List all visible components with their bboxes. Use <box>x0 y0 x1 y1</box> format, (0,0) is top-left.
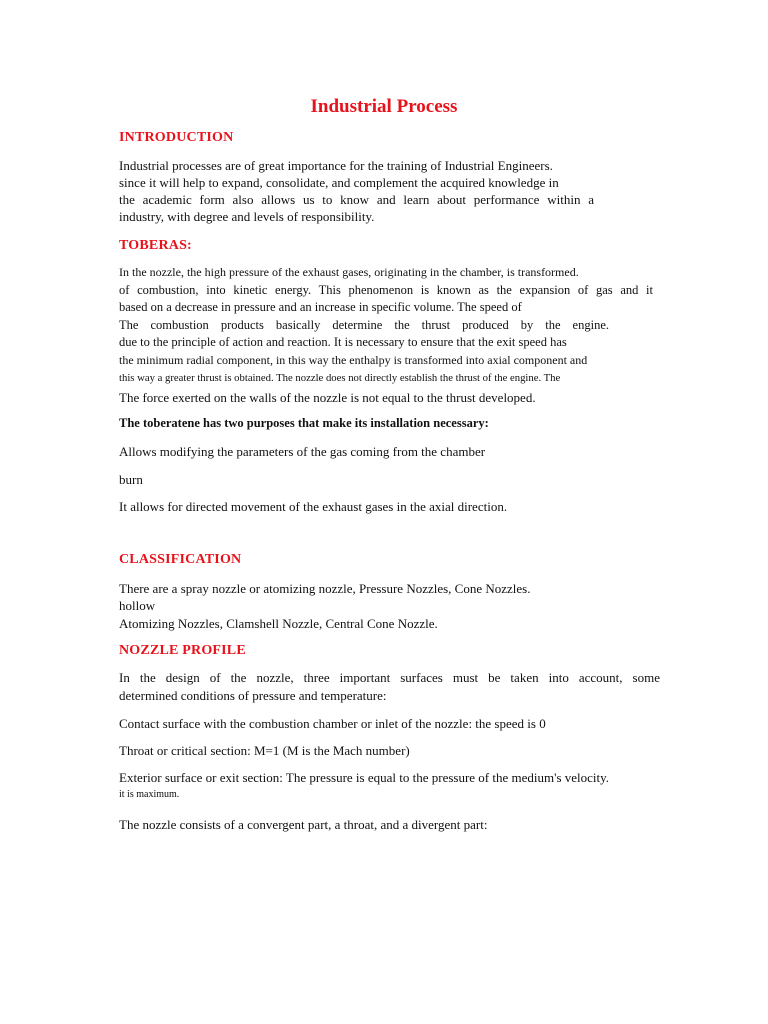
nozzle-profile-item-3: Exterior surface or exit section: The pressure is equal to the pressure of the medium's velocity. <box>119 770 610 785</box>
purposes-heading: The toberatene has two purposes that make its installation necessary: <box>119 416 489 430</box>
toberas-line-7: this way a greater thrust is obtained. The nozzle does not directly establish the thrust of the engine. The <box>119 372 561 384</box>
introduction-line-2: since it will help to expand, consolidate, and complement the acquired knowledge in <box>119 175 559 190</box>
classification-line-3: Atomizing Nozzles, Clamshell Nozzle, Central Cone Nozzle. <box>119 616 438 631</box>
document-title: Industrial Process <box>310 96 458 117</box>
purpose-1-continuation: burn <box>119 472 143 487</box>
toberas-heading: TOBERAS: <box>119 238 192 253</box>
nozzle-profile-heading: NOZZLE PROFILE <box>119 643 246 658</box>
toberas-line-8: The force exerted on the walls of the nozzle is not equal to the thrust developed. <box>119 390 536 405</box>
purpose-2: It allows for directed movement of the exhaust gases in the axial direction. <box>119 499 508 514</box>
introduction-line-4: industry, with degree and levels of responsibility. <box>119 209 375 224</box>
toberas-line-1: In the nozzle, the high pressure of the exhaust gases, originating in the chamber, is transformed. <box>119 265 579 279</box>
nozzle-profile-intro-line-2: determined conditions of pressure and temperature: <box>119 688 387 703</box>
classification-line-1: There are a spray nozzle or atomizing nozzle, Pressure Nozzles, Cone Nozzles. <box>119 581 531 596</box>
toberas-line-3: based on a decrease in pressure and an increase in specific volume. The speed of <box>119 300 522 314</box>
nozzle-profile-item-3-continuation: it is maximum. <box>119 789 180 800</box>
toberas-line-6: the minimum radial component, in this way the enthalpy is transformed into axial component and <box>119 353 588 367</box>
introduction-line-3: the academic form also allows us to know and learn about performance within a <box>119 192 594 207</box>
toberas-line-4: The combustion products basically determine the thrust produced by the engine. <box>119 318 609 332</box>
nozzle-profile-item-2: Throat or critical section: M=1 (M is the Mach number) <box>119 743 410 758</box>
toberas-line-5: due to the principle of action and reaction. It is necessary to ensure that the exit speed has <box>119 335 567 349</box>
classification-line-2: hollow <box>119 598 156 613</box>
purpose-1: Allows modifying the parameters of the gas coming from the chamber <box>119 444 486 459</box>
toberas-line-2: of combustion, into kinetic energy. This phenomenon is known as the expansion of gas and it <box>119 283 653 297</box>
introduction-heading: INTRODUCTION <box>119 130 234 145</box>
introduction-line-1: Industrial processes are of great importance for the training of Industrial Engineers. <box>119 158 553 173</box>
nozzle-profile-closing: The nozzle consists of a convergent part, a throat, and a divergent part: <box>119 817 488 832</box>
nozzle-profile-item-1: Contact surface with the combustion chamber or inlet of the nozzle: the speed is 0 <box>119 716 546 731</box>
classification-heading: CLASSIFICATION <box>119 552 242 567</box>
nozzle-profile-intro-line-1: In the design of the nozzle, three important surfaces must be taken into account, some <box>119 670 660 685</box>
